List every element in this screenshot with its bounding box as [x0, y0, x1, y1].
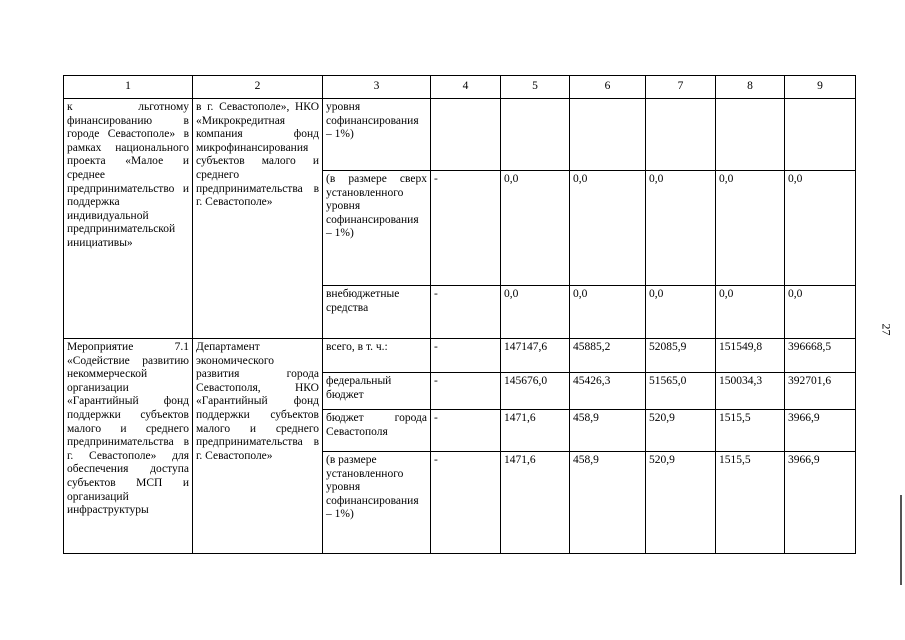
value-cell: 3966,9 [785, 452, 856, 554]
value-cell [716, 99, 785, 171]
page-number: 27 [879, 323, 894, 336]
value-cell: - [431, 171, 501, 286]
header-cell: 5 [501, 76, 570, 99]
value-cell: 45426,3 [570, 373, 646, 410]
activity-name-cell: Мероприятие 7.1 «Содействие развитию некоммерческой организации «Гарантийный фонд поддержки субъектов малого и среднего предпринимательства в г. Севастополе» для обеспечения доступа субъектов МСП и организаций инфраструктуры [64, 339, 193, 554]
value-cell [646, 99, 716, 171]
value-cell: - [431, 339, 501, 373]
budget-table [63, 75, 856, 554]
value-cell: 51565,0 [646, 373, 716, 410]
header-cell: 3 [323, 76, 431, 99]
value-cell: 0,0 [785, 286, 856, 339]
header-cell: 1 [64, 76, 193, 99]
funding-source-cell: всего, в т. ч.: [323, 339, 431, 373]
value-cell: 0,0 [646, 171, 716, 286]
value-cell: 0,0 [785, 171, 856, 286]
value-cell: 145676,0 [501, 373, 570, 410]
value-cell [570, 99, 646, 171]
header-cell: 9 [785, 76, 856, 99]
value-cell: - [431, 373, 501, 410]
value-cell: 0,0 [570, 171, 646, 286]
value-cell: 52085,9 [646, 339, 716, 373]
header-cell: 2 [193, 76, 323, 99]
funding-source-cell: внебюджетные средства [323, 286, 431, 339]
value-cell: - [431, 286, 501, 339]
value-cell: 3966,9 [785, 410, 856, 452]
value-cell: - [431, 410, 501, 452]
funding-source-cell: (в размере сверх установленного уровня софинансирования – 1%) [323, 171, 431, 286]
activity-name-cell: к льготному финансированию в городе Севастополе» в рамках национального проекта «Малое и среднее предпринимательство и поддержка индивидуальной предпринимательской инициативы» [64, 99, 193, 339]
header-cell: 8 [716, 76, 785, 99]
value-cell: 150034,3 [716, 373, 785, 410]
executor-cell: Департамент экономического развития города Севастополя, НКО «Гарантийный фонд поддержки субъектов малого и среднего предпринимательства в г. Севастополе» [193, 339, 323, 554]
funding-source-cell: уровня софинансирования – 1%) [323, 99, 431, 171]
table-row [64, 339, 856, 373]
value-cell: 392701,6 [785, 373, 856, 410]
value-cell: 0,0 [501, 286, 570, 339]
value-cell: 0,0 [716, 286, 785, 339]
value-cell: 458,9 [570, 452, 646, 554]
table-row [64, 99, 856, 171]
header-cell: 4 [431, 76, 501, 99]
value-cell: 458,9 [570, 410, 646, 452]
value-cell: 147147,6 [501, 339, 570, 373]
value-cell: 0,0 [501, 171, 570, 286]
value-cell [785, 99, 856, 171]
scan-artifact-line [900, 495, 902, 585]
header-cell: 7 [646, 76, 716, 99]
value-cell: 520,9 [646, 410, 716, 452]
value-cell: 1515,5 [716, 452, 785, 554]
value-cell: 1471,6 [501, 452, 570, 554]
value-cell: 0,0 [570, 286, 646, 339]
value-cell: 396668,5 [785, 339, 856, 373]
value-cell: 1471,6 [501, 410, 570, 452]
executor-cell: в г. Севастополе», НКО «Микрокредитная компания фонд микрофинансирования субъектов малого и среднего предпринимательства в г. Севастополе» [193, 99, 323, 339]
value-cell: 45885,2 [570, 339, 646, 373]
funding-source-cell: федеральный бюджет [323, 373, 431, 410]
value-cell [501, 99, 570, 171]
value-cell: - [431, 452, 501, 554]
funding-source-cell: (в размере установленного уровня софинансирования – 1%) [323, 452, 431, 554]
value-cell: 1515,5 [716, 410, 785, 452]
value-cell: 0,0 [716, 171, 785, 286]
value-cell [431, 99, 501, 171]
header-cell: 6 [570, 76, 646, 99]
header-row [64, 76, 856, 99]
value-cell: 151549,8 [716, 339, 785, 373]
value-cell: 0,0 [646, 286, 716, 339]
funding-source-cell: бюджет города Севастополя [323, 410, 431, 452]
value-cell: 520,9 [646, 452, 716, 554]
